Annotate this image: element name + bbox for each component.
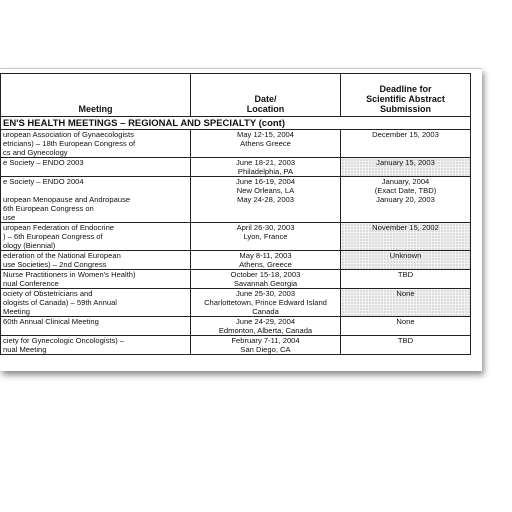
table-row xyxy=(1,251,471,270)
deadline-cell xyxy=(341,177,471,223)
section-title: EN'S HEALTH MEETINGS – REGIONAL AND SPECIALTY (cont) xyxy=(1,117,471,130)
meeting-cell-line: cs and Gynecology xyxy=(3,148,68,157)
date-location-cell xyxy=(191,223,341,251)
section-row xyxy=(1,117,471,130)
date-location-cell-line: Lyon, France xyxy=(243,232,288,241)
meeting-cell-line: 60th Annual Clinical Meeting xyxy=(3,317,99,326)
deadline-cell-line: None xyxy=(396,289,415,298)
meeting-cell-line: ) – 6th European Congress of xyxy=(3,232,103,241)
meeting-cell-line xyxy=(3,186,188,195)
date-location-cell-line: Canada xyxy=(252,307,279,316)
table-row xyxy=(1,177,471,223)
date-location-cell-line: June 24-29, 2004 xyxy=(235,317,296,326)
meeting-cell xyxy=(1,158,191,177)
meeting-cell-line: ologists of Canada) – 59th Annual xyxy=(3,298,117,307)
table-row xyxy=(1,289,471,317)
date-location-cell xyxy=(191,177,341,223)
table-row xyxy=(1,223,471,251)
meeting-cell-line: Meeting xyxy=(3,307,31,316)
date-location-cell-line: February 7-11, 2004 xyxy=(231,336,300,345)
date-location-cell-line: April 26-30, 2003 xyxy=(236,223,295,232)
meeting-cell-line: uropean Menopause and Andropause xyxy=(3,195,131,204)
meeting-cell xyxy=(1,336,191,355)
meeting-cell-line: ciety for Gynecologic Oncologists) – xyxy=(3,336,125,345)
deadline-cell-line: January 15, 2003 xyxy=(376,158,435,167)
date-location-cell-line: June 25-30, 2003 xyxy=(235,289,296,298)
date-location-cell xyxy=(191,317,341,336)
meeting-cell xyxy=(1,130,191,158)
deadline-cell xyxy=(341,251,471,270)
deadline-cell xyxy=(341,130,471,158)
date-location-cell xyxy=(191,158,341,177)
meeting-cell xyxy=(1,270,191,289)
table-row xyxy=(1,270,471,289)
deadline-cell xyxy=(341,158,471,177)
header-deadline: Deadline for Scientific Abstract Submission xyxy=(341,74,471,117)
meeting-cell-line: use xyxy=(3,213,16,222)
table-row xyxy=(1,336,471,355)
header-meeting: Meeting xyxy=(1,74,191,117)
date-location-cell-line: Charlottetown, Prince Edward Island xyxy=(204,298,327,307)
deadline-cell xyxy=(341,336,471,355)
document-page xyxy=(0,68,482,371)
meeting-cell xyxy=(1,317,191,336)
date-location-cell xyxy=(191,251,341,270)
meeting-cell xyxy=(1,251,191,270)
meeting-cell-line: etricians) – 18th European Congress of xyxy=(3,139,136,148)
meeting-cell-line: 6th European Congress on xyxy=(3,204,94,213)
date-location-cell-line: October 15-18, 2003 xyxy=(230,270,301,279)
deadline-cell-line: TBD xyxy=(397,336,414,345)
deadline-cell-line: January 20, 2003 xyxy=(376,195,435,204)
date-location-cell xyxy=(191,130,341,158)
date-location-cell-line: June 16-19, 2004 xyxy=(235,177,296,186)
table-row xyxy=(1,158,471,177)
deadline-cell-line: November 15, 2002 xyxy=(372,223,439,232)
date-location-cell-line: Savannah Georgia xyxy=(233,279,298,288)
deadline-cell-line: TBD xyxy=(397,270,414,279)
date-location-cell xyxy=(191,289,341,317)
meetings-table xyxy=(0,73,471,355)
date-location-cell-line: Philadelphia, PA xyxy=(237,167,294,176)
deadline-cell-line: None xyxy=(396,317,415,326)
meeting-cell xyxy=(1,223,191,251)
deadline-cell-line: December 15, 2003 xyxy=(372,130,439,139)
date-location-cell-line: Edmonton, Alberta, Canada xyxy=(218,326,313,335)
date-location-cell-line: New Orleans, LA xyxy=(236,186,295,195)
deadline-cell xyxy=(341,289,471,317)
meeting-cell-line: nual Conference xyxy=(3,279,59,288)
header-date-location: Date/ Location xyxy=(191,74,341,117)
meeting-cell xyxy=(1,289,191,317)
meeting-cell-line: ederation of the National European xyxy=(3,251,121,260)
deadline-cell-line: January, 2004 xyxy=(381,177,430,186)
meeting-cell-line: ociety of Obstetricians and xyxy=(3,289,93,298)
deadline-cell xyxy=(341,317,471,336)
date-location-cell xyxy=(191,336,341,355)
date-location-cell xyxy=(191,270,341,289)
meeting-cell-line: uropean Association of Gynaecologists xyxy=(3,130,134,139)
meeting-cell-line: e Society – ENDO 2004 xyxy=(3,177,84,186)
deadline-cell-line: (Exact Date, TBD) xyxy=(374,186,437,195)
date-location-cell-line: May 12-15, 2004 xyxy=(237,130,294,139)
meeting-cell-line: use Societies) – 2nd Congress xyxy=(3,260,107,269)
table-row xyxy=(1,317,471,336)
table-row xyxy=(1,130,471,158)
meeting-cell-line: Nurse Practitioners in Women's Health) xyxy=(3,270,136,279)
date-location-cell-line: June 18-21, 2003 xyxy=(235,158,296,167)
meeting-cell-line: e Society – ENDO 2003 xyxy=(3,158,84,167)
deadline-cell xyxy=(341,270,471,289)
date-location-cell-line: San Diego, CA xyxy=(240,345,291,354)
meeting-cell xyxy=(1,177,191,223)
date-location-cell-line: May 8-11, 2003 xyxy=(239,251,292,260)
deadline-cell xyxy=(341,223,471,251)
deadline-cell-line: Unknown xyxy=(389,251,422,260)
meeting-cell-line: uropean Federation of Endocrine xyxy=(3,223,115,232)
date-location-cell-line: Athens Greece xyxy=(240,139,291,148)
meeting-cell-line: ology (Biennial) xyxy=(3,241,56,250)
header-row xyxy=(1,74,471,117)
meeting-cell-line: nual Meeting xyxy=(3,345,47,354)
date-location-cell-line: Athens, Greece xyxy=(239,260,292,269)
date-location-cell-line: May 24-28, 2003 xyxy=(237,195,294,204)
